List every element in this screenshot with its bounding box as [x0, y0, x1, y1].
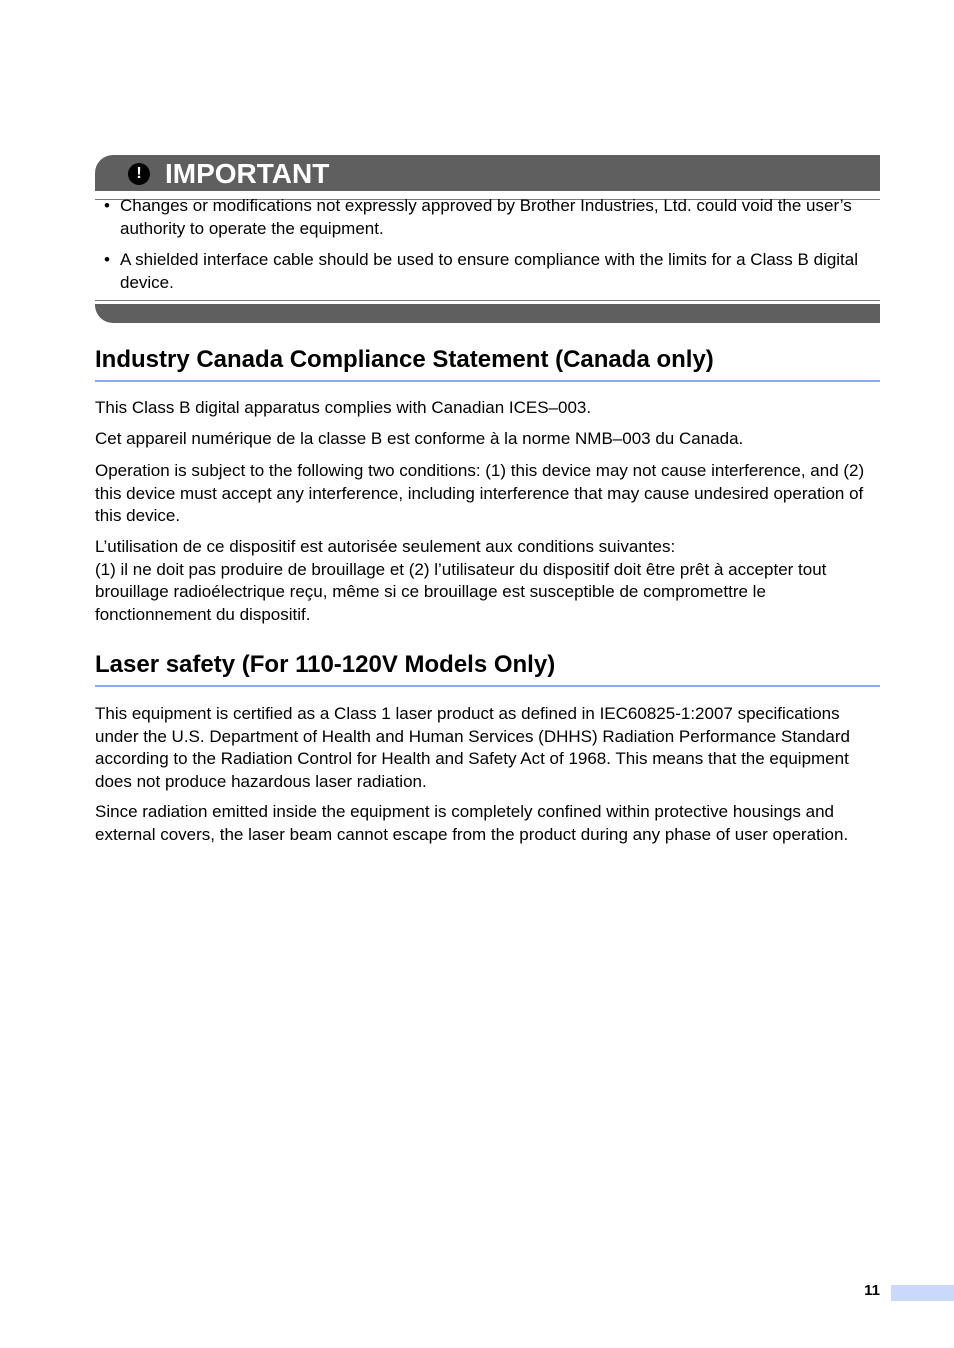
laser-paragraph-1: This equipment is certified as a Class 1 laser product as defined in IEC60825-1:2007 specifications under the U.S. Department of Health and Human Services (DHHS) Radiation Performance Standard according to the Radiation Control for Health and Safety Act of 1968. This means that the equipment does not produce hazardous laser radiation. [95, 704, 850, 791]
important-item-text: A shielded interface cable should be used to ensure compliance with the limits for a Class B digital device. [120, 250, 859, 292]
important-list-item [95, 195, 880, 240]
important-footer-bar [95, 304, 880, 323]
important-header-bar [95, 155, 880, 191]
canada-paragraph-3: Operation is subject to the following two conditions: (1) this device may not cause interference, and (2) this device must accept any interference, including interference that may cause undesired operation of this device. [95, 461, 865, 525]
important-list-item [95, 249, 880, 294]
bullet-mark: • [104, 196, 110, 215]
canada-paragraph-2: Cet appareil numérique de la classe B est conforme à la norme NMB–003 du Canada. [95, 429, 744, 448]
laser-section-heading: Laser safety (For 110-120V Models Only) [95, 650, 880, 687]
canada-paragraph-1: This Class B digital apparatus complies with Canadian ICES–003. [95, 398, 592, 417]
important-title: IMPORTANT [165, 158, 330, 189]
page-tab-marker [891, 1285, 954, 1301]
canada-paragraph-4-line-2: (1) il ne doit pas produire de brouillage et (2) l’utilisateur du dispositif doit être prêt à accepter tout brouillage radioélectrique reçu, même si ce brouillage est susceptible de compromettre le fonctionnement du dispositif. [95, 559, 827, 624]
canada-paragraph-4-line-1: L’utilisation de ce dispositif est autorisée seulement aux conditions suivantes: [95, 537, 676, 556]
canada-section-heading: Industry Canada Compliance Statement (Canada only) [95, 345, 880, 382]
bullet-mark: • [104, 250, 110, 269]
canada-paragraph-4 [95, 536, 885, 626]
page-number: 11 [864, 1282, 880, 1299]
important-list [95, 195, 880, 303]
important-divider-bottom [95, 300, 880, 301]
important-item-text: Changes or modifications not expressly approved by Brother Industries, Ltd. could void the user’s authority to operate the equipment. [120, 196, 852, 238]
exclamation-icon: ! [128, 163, 150, 185]
laser-paragraph-2: Since radiation emitted inside the equipment is completely confined within protective housings and external covers, the laser beam cannot escape from the product during any phase of user operation. [95, 802, 849, 844]
